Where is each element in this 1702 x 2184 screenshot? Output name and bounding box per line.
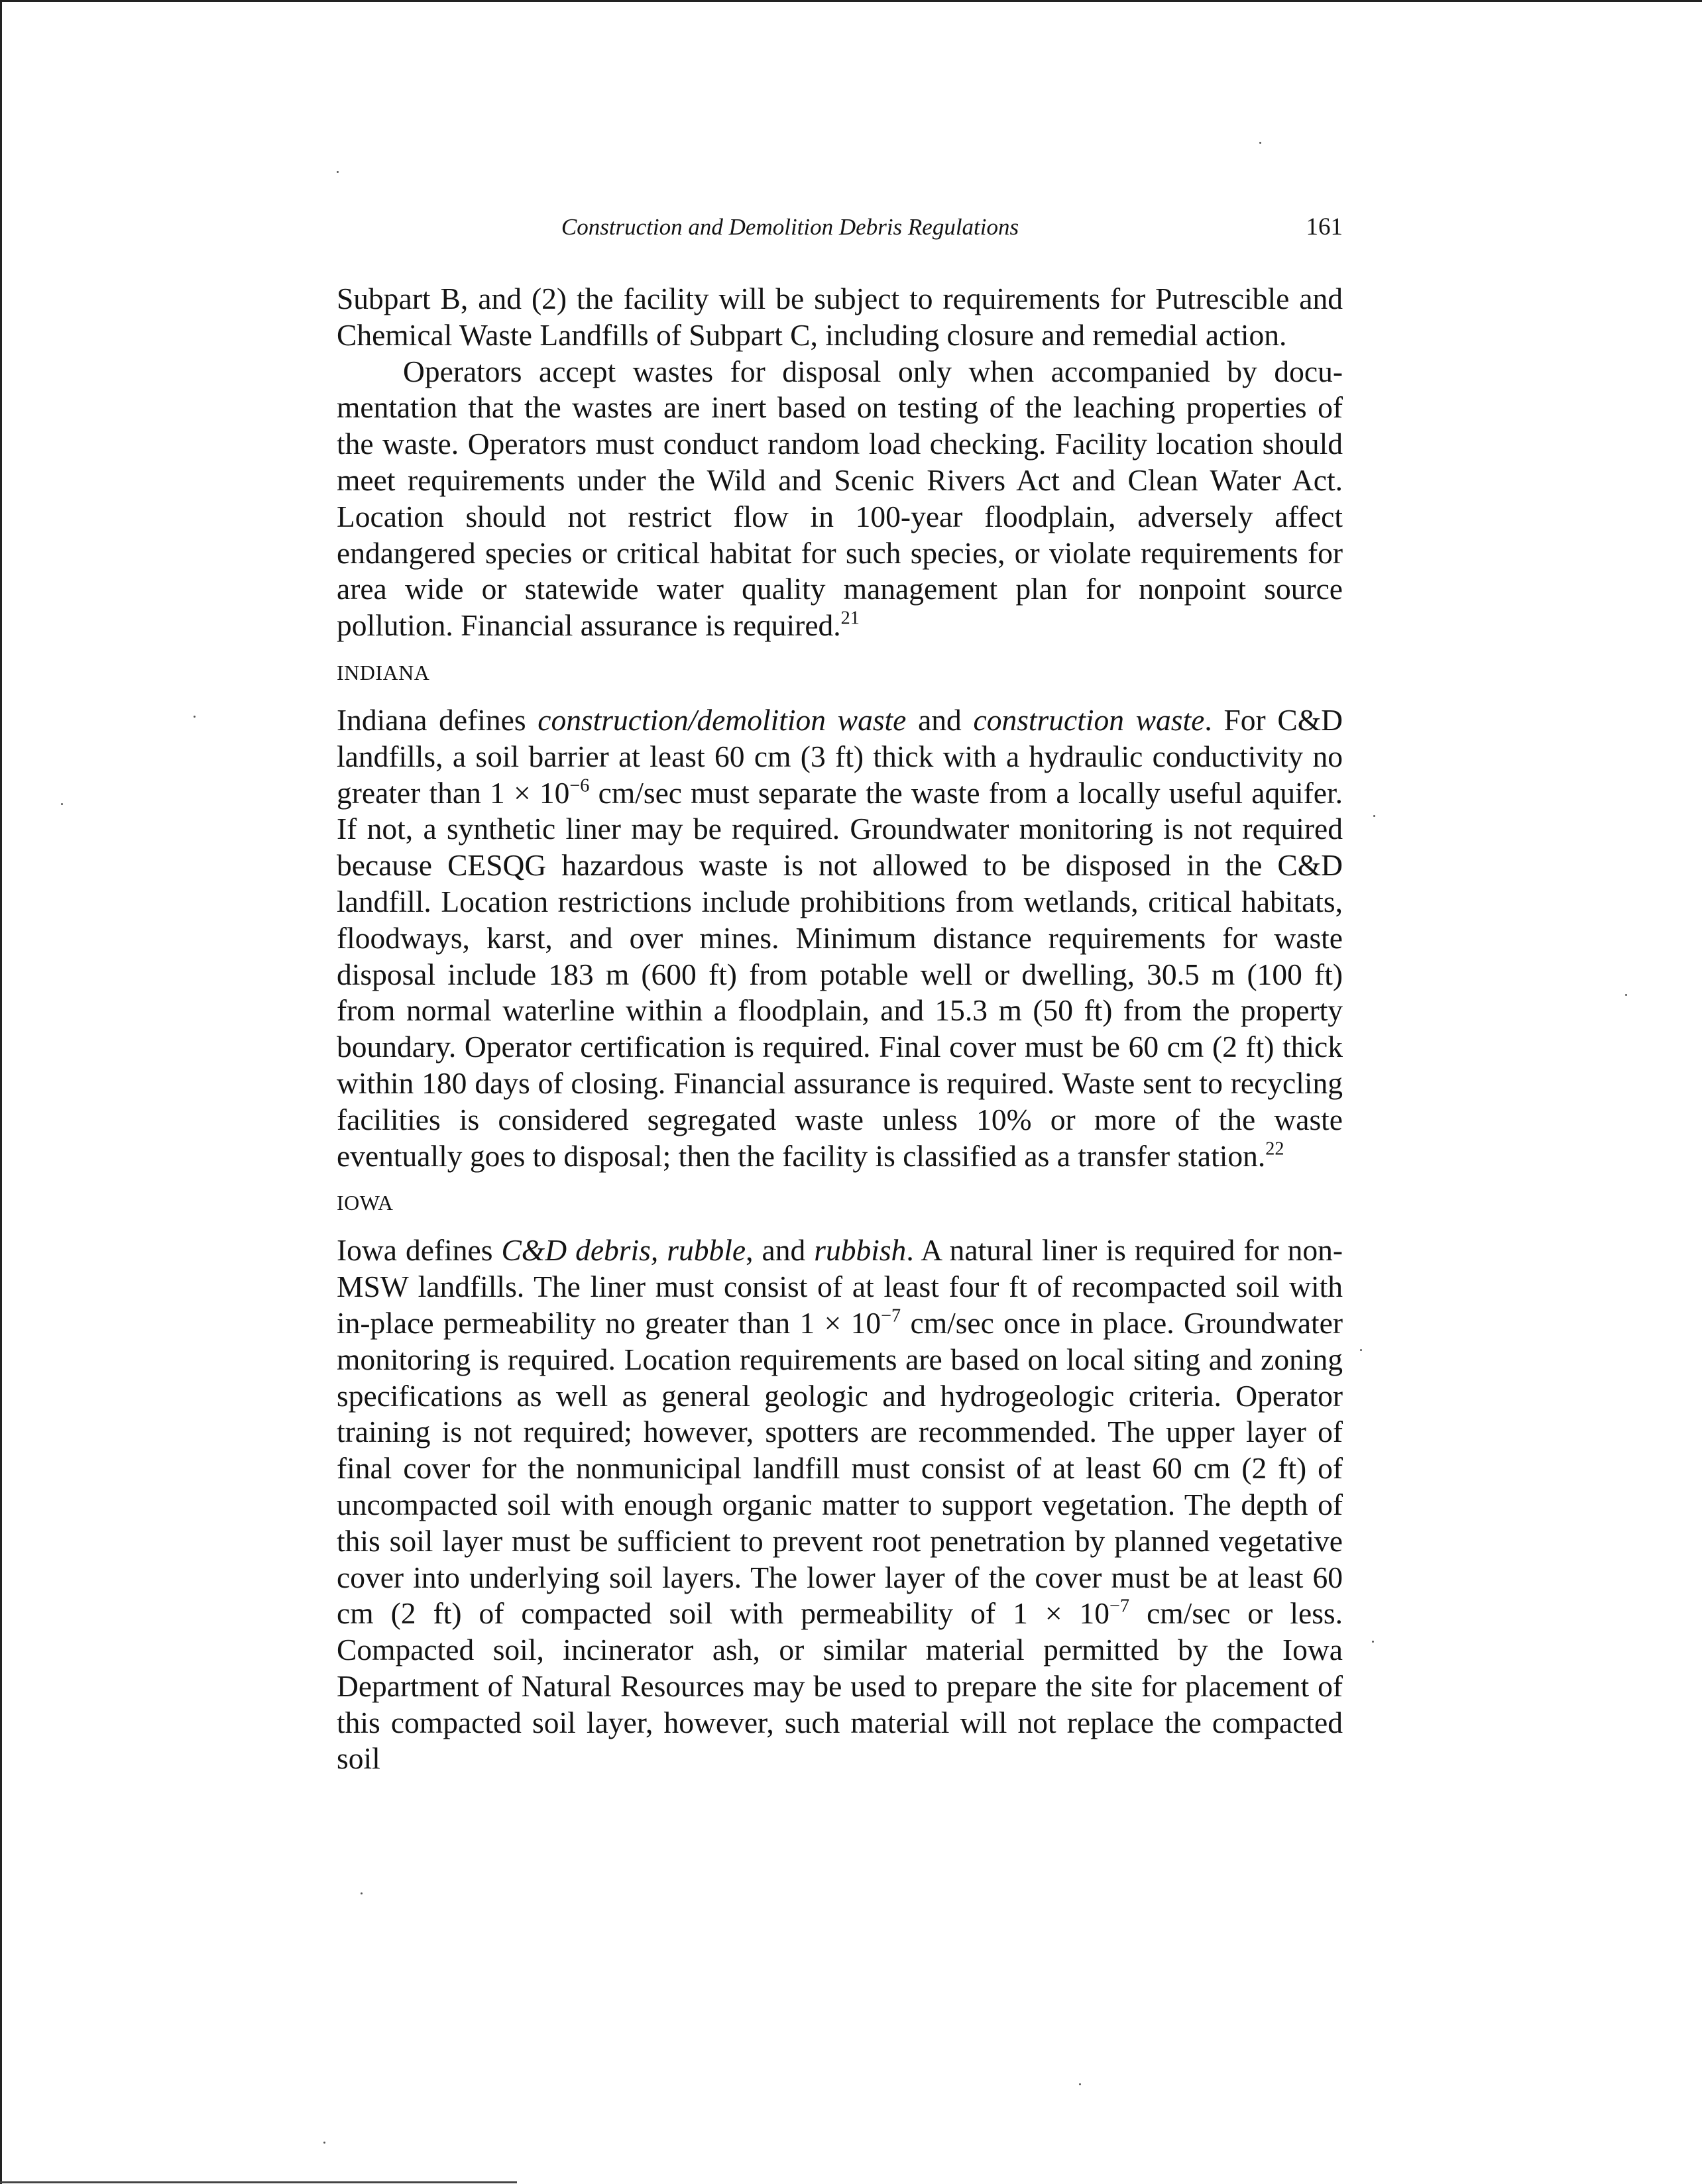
exponent: −7 [881, 1305, 901, 1327]
footnote-ref: 21 [840, 608, 860, 629]
text: cm/sec once in place. Groundwater monitoring is required. Location requirements are based on local siting and zoning specifications as well as general geologic and hydrogeologic criteria. Operator training is not required; however, spotters are recommended. The upper layer of final cover for the nonmunicipal landfill must consist of at least 60 cm (2 ft) of uncompacted soil with enough organic matter to support vegetation. The depth of this soil layer must be sufficient to prevent root penetration by planned vegetative cover into underlying soil layers. The lower layer of the cover must be at least 60 cm (2 ft) of compacted soil with permeability of 1 × 10 [337, 1305, 1343, 1631]
defined-term: construction waste [973, 702, 1205, 737]
paragraph-text: Operators accept wastes for disposal only when accompanied by documentation that the wastes are inert based on testing of the leaching properties of the waste. Operators must conduct random load checking. Facility location should meet requirements under the Wild and Scenic Rivers Act and Clean Water Act. Location should not restrict flow in 100-year floodplain, adversely affect endangered species or critical habitat for such species, or violate requirements for area wide or statewide water quality management plan for nonpoint source pollution. Financial assurance is required. [337, 354, 1343, 643]
scan-speck [361, 1892, 363, 1894]
scan-edge-rule [0, 2181, 517, 2183]
paragraph-indiana [337, 702, 1343, 1174]
body-text [337, 281, 1343, 1777]
text: cm/sec must separate the waste from a locally useful aquifer. If not, a synthetic liner may be required. Groundwater monitoring is not required because CESQG hazardous waste is not allowed to be disposed in the C&D landfill. Location restrictions include prohibitions from wetlands, critical habitats, floodways, karst, and over mines. Minimum distance requirements for waste disposal include 183 m (600 ft) from potable well or dwelling, 30.5 m (100 ft) from normal waterline within a floodplain, and 15.3 m (50 ft) from the property boundary. Operator certification is required. Final cover must be 60 cm (2 ft) thick within 180 days of closing. Financial assurance is required. Waste sent to recycling facilities is considered segregated waste unless 10% or more of the waste eventually goes to disposal; then the facility is classified as a transfer station. [337, 775, 1343, 1173]
section-heading-iowa: IOWA [337, 1191, 394, 1215]
scan-speck [337, 171, 339, 173]
section-heading-indiana: INDIANA [337, 660, 430, 684]
defined-term: construction/demolition waste [538, 702, 907, 737]
text: and [906, 702, 974, 737]
exponent: −7 [1109, 1596, 1130, 1617]
text: Iowa defines [337, 1233, 502, 1268]
exponent: −6 [569, 775, 590, 796]
scan-speck [1079, 2083, 1081, 2085]
scan-speck [1625, 994, 1627, 996]
paragraph [337, 354, 1343, 644]
text: , and [746, 1233, 815, 1268]
defined-term: rubbish [814, 1233, 907, 1268]
text: cm/sec or less. Compacted soil, incinerator ash, or similar material permitted by the Iowa Department of Natural Resources may be used to prepare the site for placement of this compacted soil layer, however, such material will not replace the compacted soil [337, 1596, 1343, 1776]
scan-speck [1259, 142, 1261, 144]
running-head: Construction and Demolition Debris Regulations [561, 214, 1019, 240]
text: . For C&D landfills, a soil barrier at least 60 cm (3 ft) thick with a hydraulic conductivity no greater than 1 × 10 [337, 702, 1343, 810]
scan-speck [194, 716, 196, 718]
page-number: 161 [1306, 213, 1343, 241]
page-header [337, 211, 1343, 244]
paragraph: Subpart B, and (2) the facility will be subject to requirements for Putrescible and Chemical Waste Landfills of Subpart C, including closure and remedial action. [337, 282, 1343, 352]
text: . A natural liner is required for non-MSW landfills. The liner must consist of at least four ft of recompacted soil with in-place permeability no greater than 1 × 10 [337, 1233, 1343, 1340]
scan-speck [323, 2142, 325, 2144]
scan-speck [1372, 1641, 1374, 1643]
paragraph-iowa [337, 1232, 1343, 1777]
defined-term: C&D debris, rubble [501, 1233, 746, 1268]
scan-speck [1360, 1349, 1362, 1351]
text: Indiana defines [337, 702, 538, 737]
scan-speck [61, 803, 63, 805]
footnote-ref: 22 [1265, 1138, 1284, 1160]
scan-speck [1373, 815, 1375, 817]
